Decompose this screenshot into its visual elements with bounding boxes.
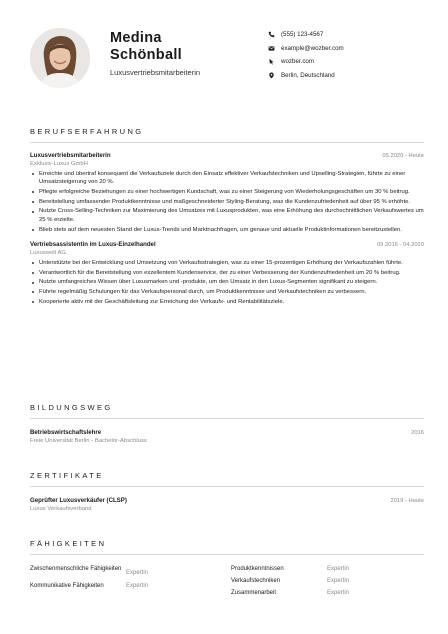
entry-issuer: Luxus Verkaufsverband	[30, 505, 92, 512]
list-item: Verantwortlich für die Bereitstellung von exzellentem Kundenservice, der zu einer Verbesserung der Kundenzufriedenheit um 20 % beitrug.	[30, 269, 424, 278]
email-text: example@wozber.com	[281, 44, 344, 52]
name-block	[110, 30, 260, 77]
skill-item	[231, 589, 424, 597]
section-title: FÄHIGKEITEN	[30, 539, 424, 555]
skill-level: Expertin	[126, 583, 149, 589]
entry-date: 09.2016 - 04.2020	[376, 242, 424, 249]
education-entry	[30, 429, 424, 444]
phone-text: (555) 123-4567	[281, 31, 324, 38]
skill-item	[231, 565, 424, 573]
skill-name: Verkaufstechniken	[231, 578, 281, 584]
entry-role: Vertriebsassistentin im Luxus-Einzelhandel	[30, 241, 156, 249]
contact-website[interactable]	[268, 55, 438, 68]
contact-location	[268, 69, 438, 82]
list-item: Unterstützte bei der Entwicklung und Umsetzung von Verkaufsstrategien, was zu einer 15-prozentigen Erhöhung der Verkaufszahlen führte.	[30, 259, 424, 268]
certificate-entry	[30, 497, 424, 512]
location-pin-icon	[268, 72, 275, 79]
section-title: BERUFSERFAHRUNG	[30, 127, 424, 143]
cursor-icon	[268, 58, 275, 65]
section-title: BILDUNGSWEG	[30, 403, 424, 419]
skill-level: Expertin	[126, 570, 149, 576]
skill-item	[231, 577, 424, 585]
entry-school: Freie Universität Berlin - Bachelor-Abschluss	[30, 437, 147, 444]
skill-name: Zusammenarbeit	[231, 590, 277, 596]
location-text: Berlin, Deutschland	[281, 71, 335, 79]
entry-company: Exklusiv-Luxus GmbH	[30, 160, 88, 167]
skill-name: Zwischenmenschliche Fähigkeiten	[30, 566, 122, 572]
entry-date: 2019 - Heute	[390, 498, 424, 504]
skill-item	[30, 565, 223, 577]
entry-company: Luxuswelt AG	[30, 249, 67, 256]
education-section	[30, 403, 424, 444]
skill-level: Expertin	[327, 566, 350, 572]
entry-certificate: Geprüfter Luxusverkäufer (CLSP)	[30, 497, 127, 504]
contact-phone[interactable]	[268, 28, 438, 41]
entry-date: 05.2020 - Heute	[382, 153, 424, 159]
skills-section	[30, 539, 424, 601]
profile-photo	[30, 28, 90, 88]
entry-date: 2016	[411, 430, 424, 436]
skill-name: Kommunikative Fähigkeiten	[30, 583, 104, 589]
experience-entry	[30, 152, 424, 234]
list-item: Blieb stets auf dem neuesten Stand der Luxus-Trends und Marktnachfragen, um genaue und aktuelle Produktinformationen bereitzustellen.	[30, 226, 424, 235]
entry-role: Luxusvertriebsmitarbeiterin	[30, 152, 111, 159]
contact-list	[268, 28, 438, 82]
skills-grid	[30, 565, 424, 601]
bullet-list	[30, 170, 424, 235]
section-title: ZERTIFIKATE	[30, 471, 424, 487]
resume-header	[30, 28, 424, 92]
list-item: Pflegte erfolgreiche Beziehungen zu einer hochwertigen Kundschaft, was zu einer Steigerung von Wiederholungsgeschäften um 30 % beitrug.	[30, 188, 424, 197]
skill-name: Produktkenntnissen	[231, 566, 284, 572]
list-item: Kooperierte aktiv mit der Geschäftsleitung zur Erreichung der Verkaufs- und Rentabilitätsziele.	[30, 298, 424, 307]
certificates-section	[30, 471, 424, 512]
job-title: Luxusvertriebsmitarbeiterin	[110, 68, 201, 77]
contact-email[interactable]	[268, 42, 438, 55]
full-name-first: Medina	[110, 30, 162, 46]
entry-degree: Betriebswirtschaftslehre	[30, 429, 102, 436]
skill-level: Expertin	[327, 578, 350, 584]
skill-item	[30, 582, 223, 590]
list-item: Nutzte umfangreiches Wissen über Luxusmarken und -produkte, um den Umsatz in den Luxus-Segmenten signifikant zu steigern.	[30, 278, 424, 287]
experience-entry	[30, 241, 424, 306]
phone-icon	[268, 31, 275, 38]
list-item: Führte regelmäßig Schulungen für das Verkaufspersonal durch, um Produktkenntnisse und Verkaufstechniken zu verbessern.	[30, 288, 424, 297]
full-name-last: Schönball	[110, 47, 182, 63]
website-text: wozber.com	[281, 58, 315, 65]
bullet-list	[30, 259, 424, 307]
skills-column-right	[231, 565, 424, 601]
envelope-icon	[268, 45, 275, 52]
list-item: Erreichte und übertraf konsequent die Verkaufsziele durch den Einsatz effektiver Verkaufstechniken und Upselling-Strategien, führte zu einer Umsatzsteigerung von 20 %.	[30, 170, 424, 187]
skills-column-left	[30, 565, 223, 601]
list-item: Bereitstellung umfassender Produktkenntnisse und maßgeschneiderter Styling-Beratung, was die Kundenzufriedenheit auf über 95 % erhöhte.	[30, 198, 424, 207]
experience-section	[30, 127, 424, 307]
list-item: Nutzte Cross-Selling-Techniken zur Maximierung des Umsatzes mit Luxusprodukten, was eine Erhöhung des durchschnittlichen Verkaufswertes um 25 % erzielte.	[30, 207, 424, 224]
skill-level: Expertin	[327, 590, 350, 596]
